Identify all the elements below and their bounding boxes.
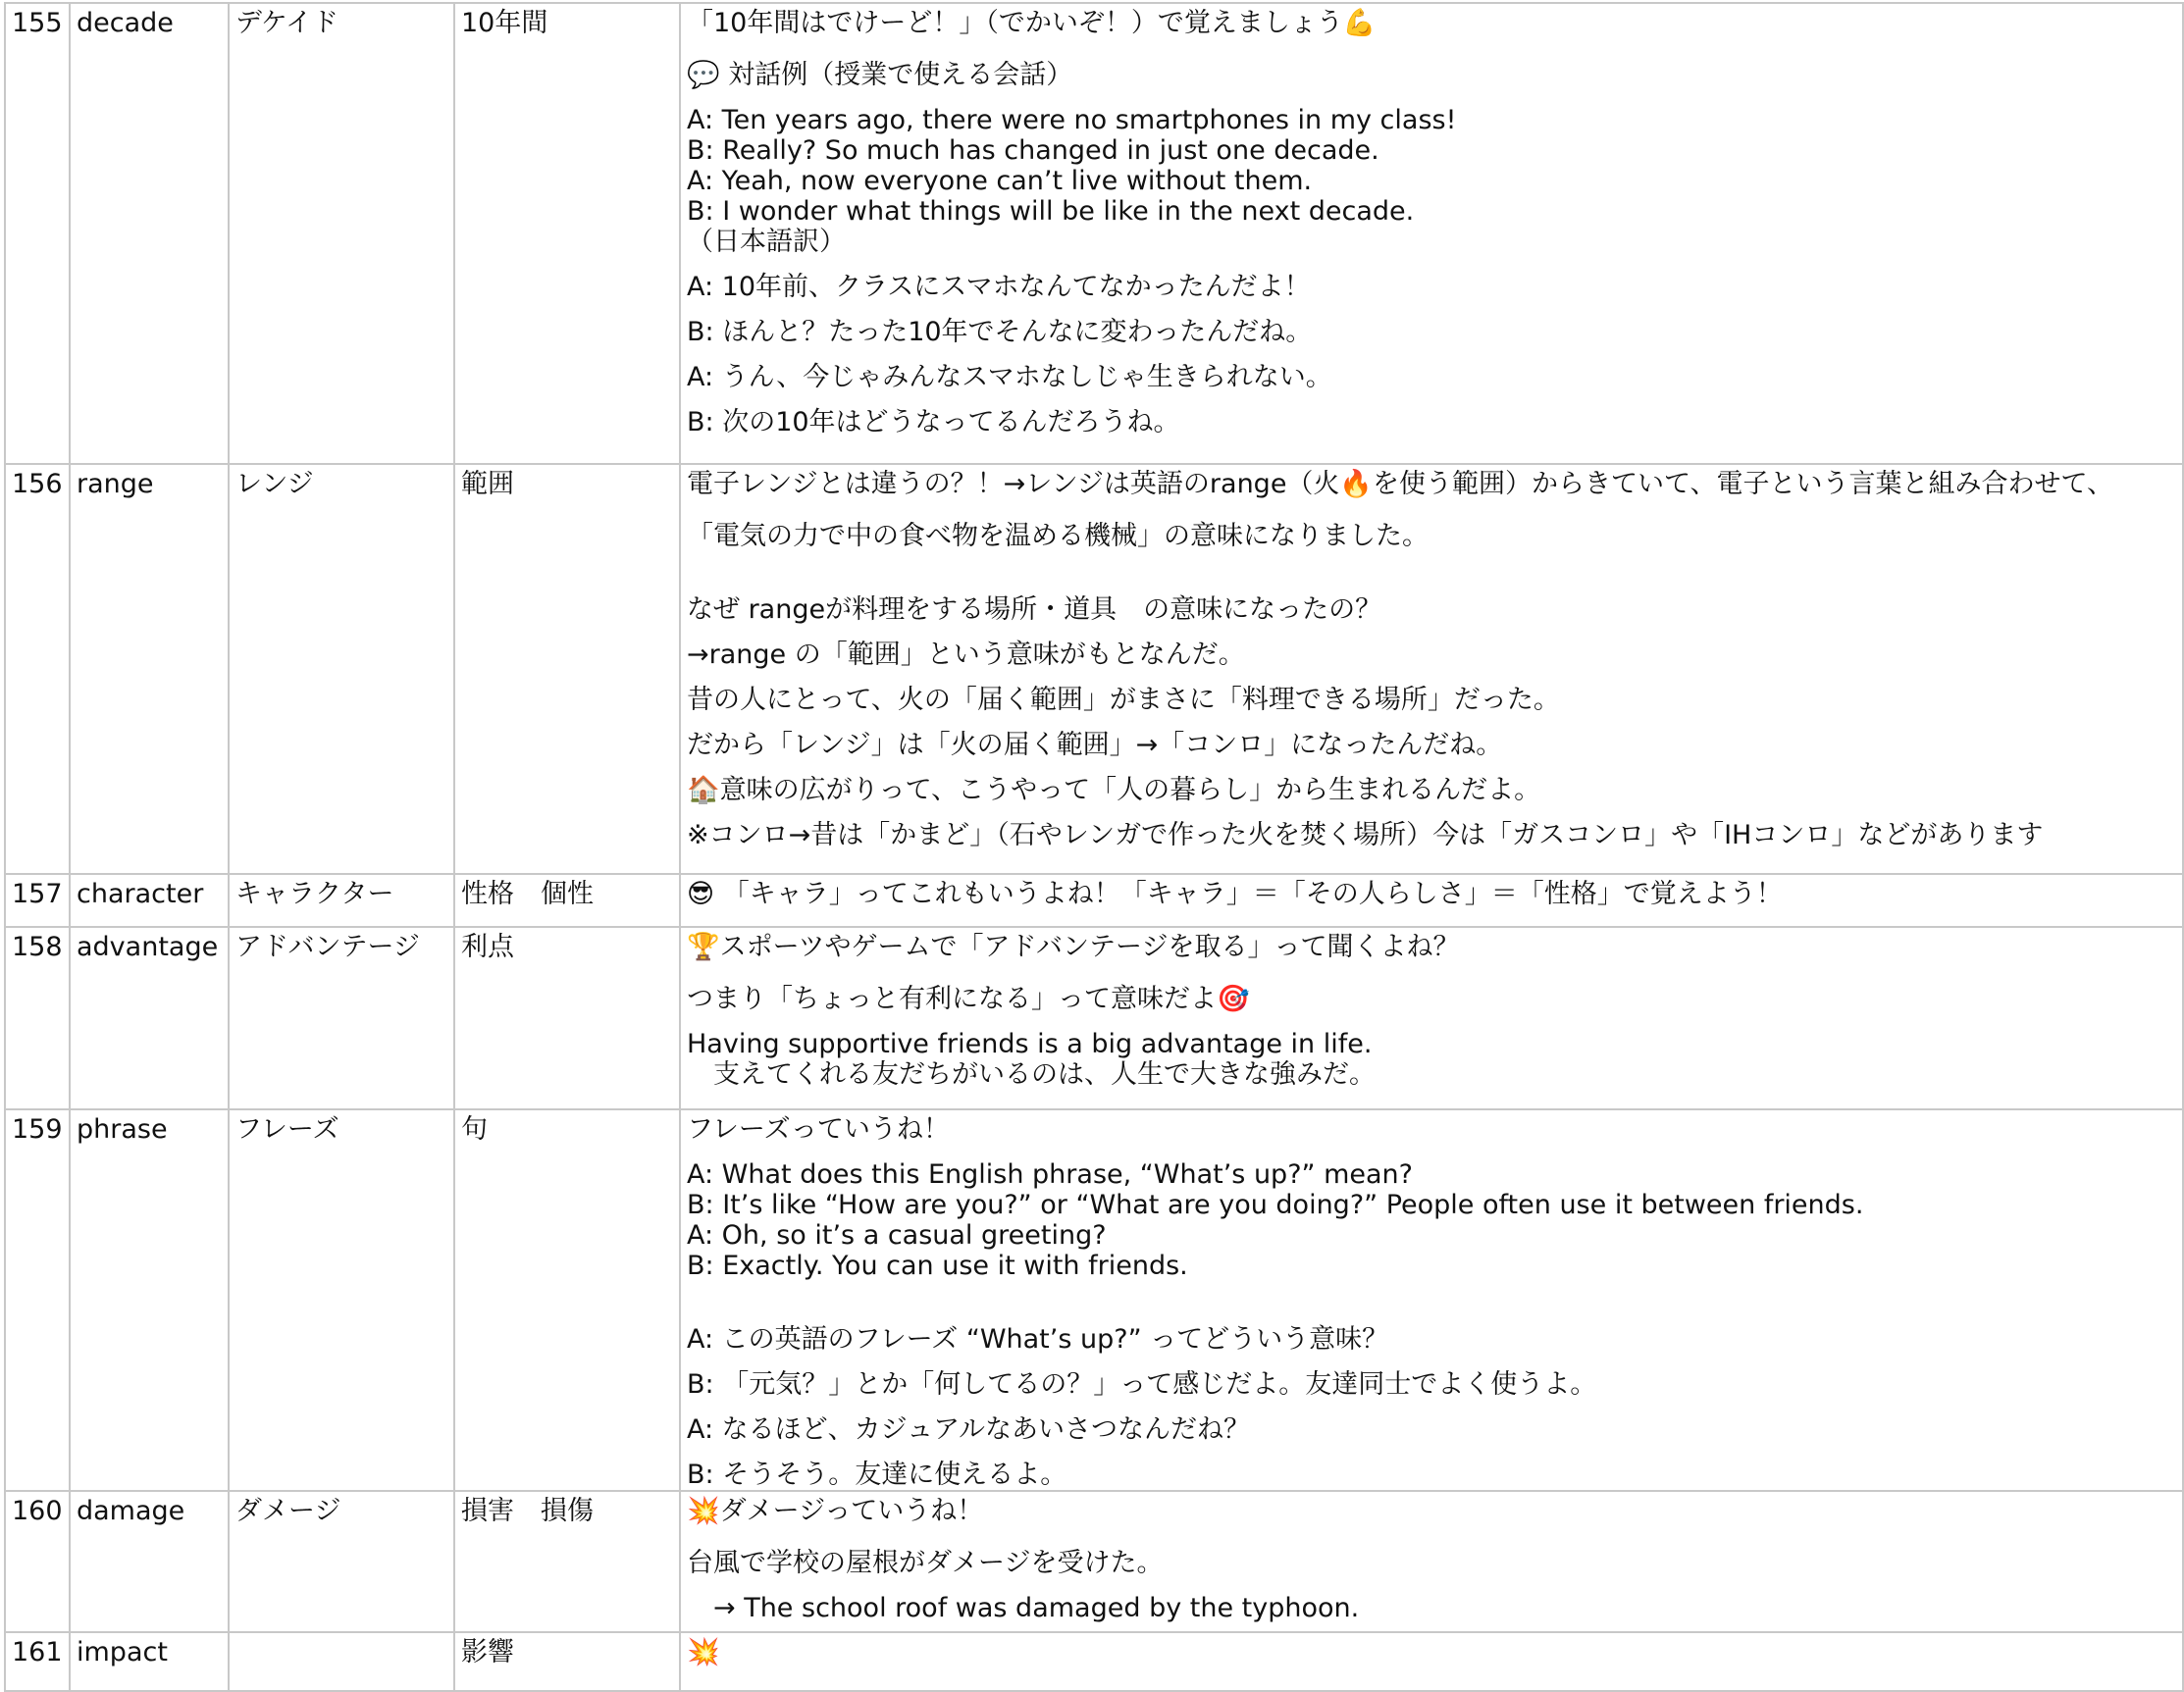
memo-line: 🏠意味の広がりって、こうやって「人の暮らし」から生まれるんだよ。 <box>687 775 1541 805</box>
english-word: advantage <box>70 927 229 1109</box>
row-number: 156 <box>5 464 70 874</box>
memo-line: A: Oh, so it’s a casual greeting? <box>687 1220 1107 1251</box>
memo-line: 支えてくれる友だちがいるのは、人生で大きな強みだ。 <box>687 1059 1376 1090</box>
memo-line: 「電気の力で中の食べ物を温める機械」の意味になりました。 <box>687 521 1429 551</box>
memo-cell <box>680 464 2183 874</box>
english-word: impact <box>70 1632 229 1691</box>
english-word: phrase <box>70 1109 229 1491</box>
memo-line: B: 「元気？」とか「何してるの？」って感じだよ。友達同士でよく使うよ。 <box>687 1369 1597 1400</box>
japanese-meaning: 性格 個性 <box>454 874 680 927</box>
memo-line: B: そうそう。友達に使えるよ。 <box>687 1460 1067 1490</box>
katakana-reading <box>229 1632 454 1691</box>
katakana-reading: フレーズ <box>229 1109 454 1491</box>
memo-line: A: この英語のフレーズ “What’s up?” ってどういう意味？ <box>687 1324 1389 1355</box>
katakana-reading: デケイド <box>229 3 454 464</box>
katakana-reading: ダメージ <box>229 1491 454 1632</box>
japanese-meaning: 範囲 <box>454 464 680 874</box>
memo-line: 「10年間はでけーど！」（でかいぞ！）で覚えましょう💪 <box>687 8 1377 38</box>
memo-cell <box>680 3 2183 464</box>
table-row[interactable] <box>5 874 2183 927</box>
memo-cell <box>680 1632 2183 1691</box>
table-row[interactable] <box>5 464 2183 874</box>
table-row[interactable] <box>5 1632 2183 1691</box>
english-word: range <box>70 464 229 874</box>
katakana-reading: レンジ <box>229 464 454 874</box>
memo-cell <box>680 874 2183 927</box>
table-row[interactable] <box>5 1491 2183 1632</box>
english-word: decade <box>70 3 229 464</box>
memo-line: A: What does this English phrase, “What’s up?” mean? <box>687 1159 1413 1190</box>
memo-line: B: I wonder what things will be like in the next decade. <box>687 196 1415 227</box>
memo-line: 💥 <box>687 1637 720 1667</box>
memo-line: B: Exactly. You can use it with friends. <box>687 1251 1188 1281</box>
memo-line: → The school roof was damaged by the typhoon. <box>687 1593 1360 1623</box>
japanese-meaning: 損害 損傷 <box>454 1491 680 1632</box>
memo-line: 電子レンジとは違うの？！→レンジは英語のrange（火🔥を使う範囲）からきていて、電子という言葉と組み合わせて、 <box>687 469 2113 499</box>
memo-line: ※コンロ→昔は「かまど」（石やレンガで作った火を焚く場所）今は「ガスコンロ」や「IHコンロ」などがあります <box>687 820 2044 850</box>
memo-line: B: 次の10年はどうなってるんだろうね。 <box>687 407 1180 437</box>
memo-line: B: Really? So much has changed in just one decade. <box>687 135 1379 166</box>
row-number: 155 <box>5 3 70 464</box>
memo-line: A: うん、今じゃみんなスマホなしじゃ生きられない。 <box>687 362 1332 392</box>
japanese-meaning: 10年間 <box>454 3 680 464</box>
memo-line: B: ほんと？たった10年でそんなに変わったんだね。 <box>687 317 1313 347</box>
memo-line: A: 10年前、クラスにスマホなんてなかったんだよ！ <box>687 272 1311 302</box>
katakana-reading: キャラクター <box>229 874 454 927</box>
japanese-meaning: 句 <box>454 1109 680 1491</box>
row-number: 161 <box>5 1632 70 1691</box>
table-row[interactable] <box>5 3 2183 464</box>
row-number: 157 <box>5 874 70 927</box>
row-number: 158 <box>5 927 70 1109</box>
memo-line: 💥ダメージっていうね！ <box>687 1496 984 1526</box>
memo-line: 台風で学校の屋根がダメージを受けた。 <box>687 1548 1164 1578</box>
memo-line: 昔の人にとって、火の「届く範囲」がまさに「料理できる場所」だった。 <box>687 685 1560 715</box>
memo-line: 🏆スポーツやゲームで「アドバンテージを取る」って聞くよね？ <box>687 932 1460 962</box>
memo-line: 💬 対話例（授業で使える会話） <box>687 60 1073 90</box>
japanese-meaning: 影響 <box>454 1632 680 1691</box>
memo-line: （日本語訳） <box>687 227 846 257</box>
memo-line: 😎 「キャラ」ってこれもいうよね！「キャラ」＝「その人らしさ」＝「性格」で覚えよう！ <box>687 879 1783 909</box>
vocabulary-table <box>4 2 2184 1692</box>
row-number: 159 <box>5 1109 70 1491</box>
table-row[interactable] <box>5 1109 2183 1491</box>
memo-line: フレーズっていうね！ <box>687 1114 950 1145</box>
memo-cell <box>680 1109 2183 1491</box>
memo-line: A: Ten years ago, there were no smartphones in my class! <box>687 105 1457 135</box>
memo-line: A: なるほど、カジュアルなあいさつなんだね？ <box>687 1414 1251 1445</box>
memo-line: Having supportive friends is a big advantage in life. <box>687 1029 1373 1059</box>
memo-line: だから「レンジ」は「火の届く範囲」→「コンロ」になったんだね。 <box>687 730 1503 760</box>
memo-line: つまり「ちょっと有利になる」って意味だよ🎯 <box>687 984 1250 1014</box>
memo-line: →range の「範囲」という意味がもとなんだ。 <box>687 640 1245 670</box>
japanese-meaning: 利点 <box>454 927 680 1109</box>
table-row[interactable] <box>5 927 2183 1109</box>
english-word: damage <box>70 1491 229 1632</box>
english-word: character <box>70 874 229 927</box>
row-number: 160 <box>5 1491 70 1632</box>
memo-cell <box>680 927 2183 1109</box>
memo-cell <box>680 1491 2183 1632</box>
memo-line: なぜ rangeが料理をする場所・道具 の意味になったの？ <box>687 594 1382 625</box>
memo-line: B: It’s like “How are you?” or “What are you doing?” People often use it between friends. <box>687 1190 1864 1220</box>
katakana-reading: アドバンテージ <box>229 927 454 1109</box>
memo-line: A: Yeah, now everyone can’t live without them. <box>687 166 1313 196</box>
